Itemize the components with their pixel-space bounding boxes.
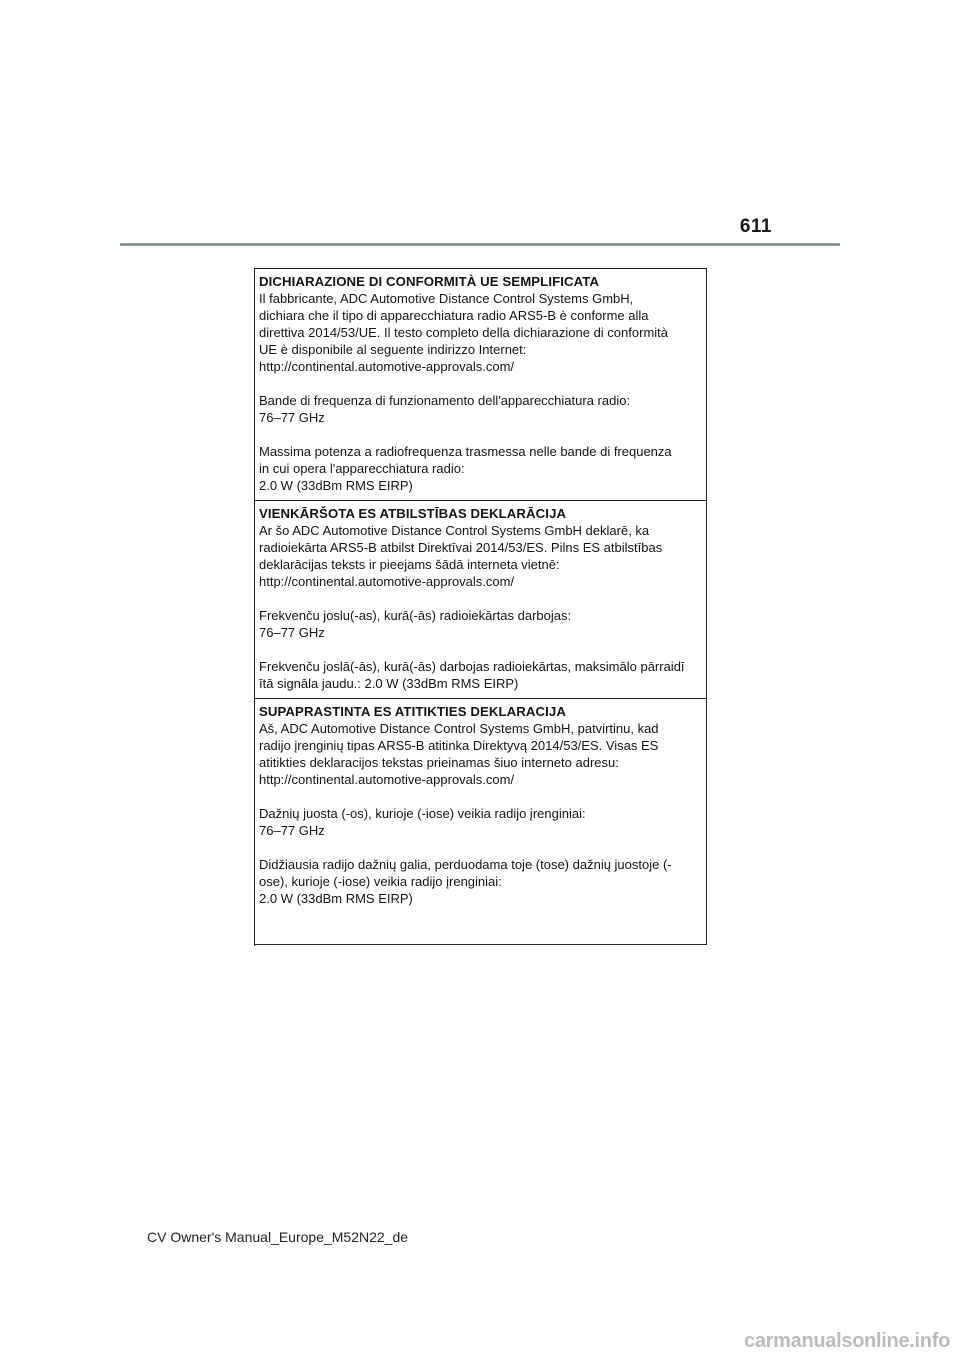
declaration-line: ose), kurioje (-iose) veikia radijo įrenginiai: [259,874,502,889]
page-number: 611 [739,216,772,237]
declaration-line: 2.0 W (33dBm RMS EIRP) [259,478,413,493]
declaration-line: dichiara che il tipo di apparecchiatura radio ARS5-B è conforme alla [259,308,649,323]
section-title: DICHIARAZIONE DI CONFORMITÀ UE SEMPLIFICATA [259,274,600,289]
approval-url: http://continental.automotive-approvals.com/ [259,359,515,374]
declaration-line: Didžiausia radijo dažnių galia, perduodama toje (tose) dažnių juostoje (- [259,857,672,872]
declaration-line: Il fabbricante, ADC Automotive Distance Control Systems GmbH, [259,291,634,306]
declaration-line: ītā signāla jaudu.: 2.0 W (33dBm RMS EIRP) [259,676,519,691]
declaration-line: atitikties deklaracijos tekstas prieinamas šiuo interneto adresu: [259,755,619,770]
declaration-line: Frekvenču joslu(-as), kurā(-ās) radioiekārtas darbojas: [259,608,572,623]
declaration-line: 2.0 W (33dBm RMS EIRP) [259,891,413,906]
declaration-line: in cui opera l'apparecchiatura radio: [259,461,465,476]
paragraph-gap [259,590,704,607]
declaration-line: radioiekārta ARS5-B atbilst Direktīvai 2014/53/ES. Pilns ES atbilstības [259,540,663,555]
declaration-line: deklarācijas teksts ir pieejams šādā interneta vietnē: [259,557,560,572]
declaration-box [254,268,707,945]
section-title: SUPAPRASTINTA ES ATITIKTIES DEKLARACIJA [259,704,566,719]
declaration-line: 76–77 GHz [259,823,325,838]
declaration-line: Frekvenču joslā(-ās), kurā(-ās) darbojas radioiekārtas, maksimālo pārraidī [259,659,685,674]
paragraph-gap [259,641,704,658]
watermark: carmanualsonline.info [744,1330,950,1352]
declaration-line: 76–77 GHz [259,410,325,425]
declaration-line: Bande di frequenza di funzionamento dell'apparecchiatura radio: [259,393,631,408]
paragraph-gap [259,788,704,805]
declaration-line: Ar šo ADC Automotive Distance Control Systems GmbH deklarē, ka [259,523,650,538]
latvian-declaration [255,501,706,699]
declaration-line: Dažnių juosta (-os), kurioje (-iose) veikia radijo įrenginiai: [259,806,586,821]
lithuanian-declaration [255,699,706,945]
declaration-line: Aš, ADC Automotive Distance Control Systems GmbH, patvirtinu, kad [259,721,659,736]
section-title: VIENKĀRŠOTA ES ATBILSTĪBAS DEKLARĀCIJA [259,506,567,521]
italian-declaration [255,269,706,501]
paragraph-gap [259,426,704,443]
box-bottom-border [254,944,707,945]
declaration-line: 76–77 GHz [259,625,325,640]
paragraph-gap [259,375,704,392]
paragraph-gap [259,839,704,856]
declaration-line: UE è disponibile al seguente indirizzo Internet: [259,342,527,357]
declaration-line: direttiva 2014/53/UE. Il testo completo della dichiarazione di conformità [259,325,668,340]
declaration-line: Massima potenza a radiofrequenza trasmessa nelle bande di frequenza [259,444,672,459]
approval-url: http://continental.automotive-approvals.com/ [259,574,515,589]
approval-url: http://continental.automotive-approvals.com/ [259,772,515,787]
manual-footer: CV Owner's Manual_Europe_M52N22_de [147,1229,409,1245]
declaration-line: radijo įrenginių tipas ARS5-B atitinka Direktyvą 2014/53/ES. Visas ES [259,738,659,753]
header-divider [120,243,840,246]
